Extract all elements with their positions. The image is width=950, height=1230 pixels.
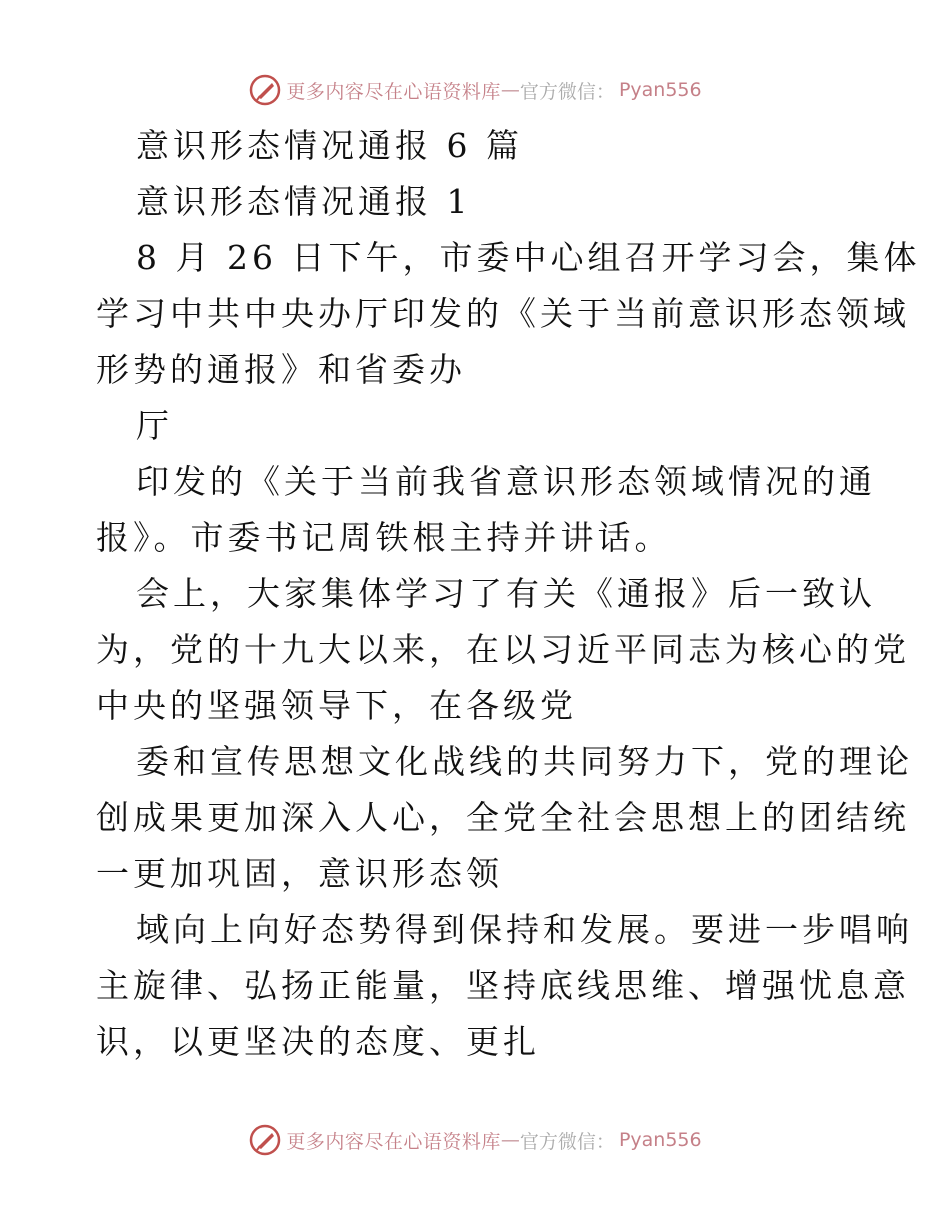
paragraph-line: 委和宣传思想文化战线的共同努力下，党的理论 (136, 742, 913, 781)
paragraph-line: 学习中共中央办厅印发的《关于当前意识形态领域 (96, 294, 910, 333)
watermark-dash: — (500, 79, 520, 101)
paragraph-line: 为，党的十九大以来，在以习近平同志为核心的党 (96, 630, 910, 669)
watermark-site-name: 更多内容尽在心语资料库 (286, 1130, 501, 1153)
paragraph-line: 形势的通报》和省委办 (96, 350, 466, 389)
header-watermark (0, 72, 950, 108)
paragraph-line: 报》。市委书记周铁根主持并讲话。 (96, 518, 672, 557)
paragraph-line: 会上，大家集体学习了有关《通报》后一致认 (136, 574, 876, 613)
watermark-wechat-id: Pyan556 (618, 1129, 702, 1151)
footer-watermark (0, 1122, 950, 1158)
paragraph-line: 中央的坚强领导下，在各级党 (96, 686, 577, 725)
paragraph-line: 厅 (136, 406, 173, 445)
document-title: 意识形态情况通报 6 篇 (136, 126, 523, 165)
quill-logo-icon (248, 1123, 282, 1157)
paragraph-line: 识，以更坚决的态度、更扎 (96, 1022, 540, 1061)
paragraph-line: 8 月 26 日下午，市委中心组召开学习会，集体 (136, 238, 921, 277)
paragraph-line: 一更加巩固，意识形态领 (96, 854, 503, 893)
section-heading: 意识形态情况通报 1 (136, 182, 472, 221)
paragraph-line: 创成果更加深入人心，全党全社会思想上的团结统 (96, 798, 910, 837)
paragraph-line: 域向上向好态势得到保持和发展。要进一步唱响 (136, 910, 913, 949)
paragraph-line: 印发的《关于当前我省意识形态领域情况的通 (136, 462, 876, 501)
document-body (96, 118, 921, 1070)
watermark-wechat-label: 官方微信： (519, 80, 615, 103)
watermark-site-name: 更多内容尽在心语资料库 (286, 80, 501, 103)
quill-logo-icon (248, 73, 282, 107)
paragraph-line: 主旋律、弘扬正能量，坚持底线思维、增强忧息意 (96, 966, 910, 1005)
watermark-dash: — (500, 1129, 520, 1151)
watermark-wechat-label: 官方微信： (519, 1130, 615, 1153)
watermark-wechat-id: Pyan556 (618, 79, 702, 101)
